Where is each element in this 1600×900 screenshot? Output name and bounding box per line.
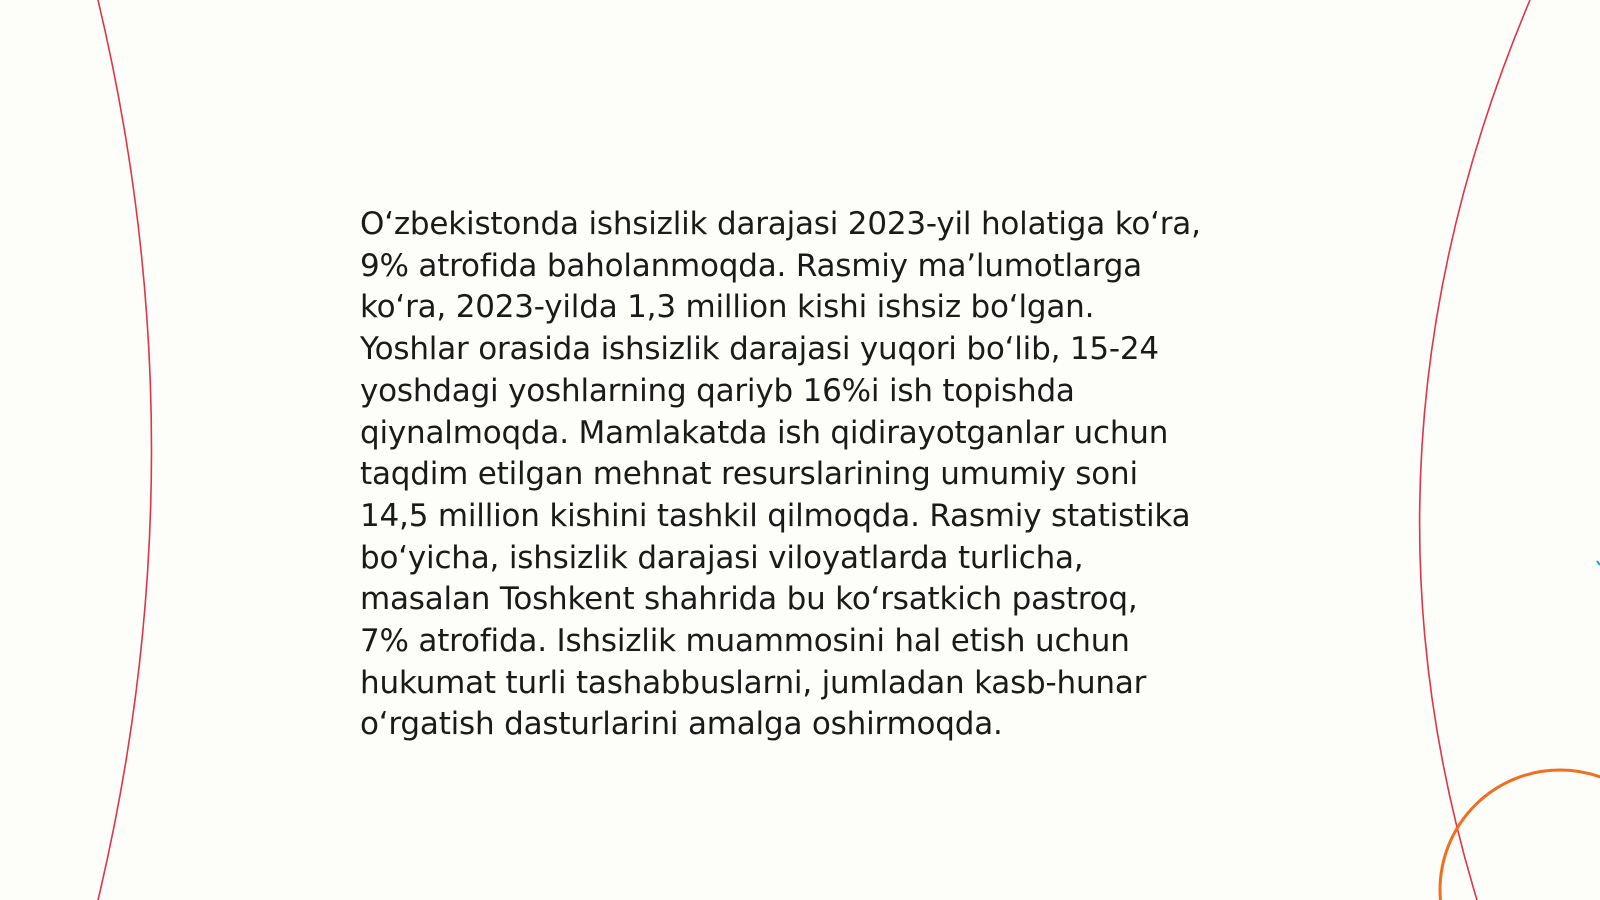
- right-arc: [1420, 0, 1530, 900]
- body-paragraph: Oʻzbekistonda ishsizlik darajasi 2023-yil holatiga koʻra, 9% atrofida baholanmoqda. Rasmiy maʼlumotlarga koʻra, 2023-yilda 1,3 million kishi ishsiz boʻlgan. Yoshlar orasida ishsizlik darajasi yuqori boʻlib, 15-24 yoshdagi yoshlarning qariyb 16%i ish topishda qiynalmoqda. Mamlakatda ish qidirayotganlar uchun taqdim etilgan mehnat resurslarining umumiy soni 14,5 million kishini tashkil qilmoqda. Rasmiy statistika boʻyicha, ishsizlik darajasi viloyatlarda turlicha, masalan Toshkent shahrida bu koʻrsatkich pastroq, 7% atrofida. Ishsizlik muammosini hal etish uchun hukumat turli tashabbuslarni, jumladan kasb-hunar oʻrgatish dasturlarini amalga oshirmoqda.: [360, 206, 1201, 743]
- orange-circle: [1440, 770, 1600, 900]
- left-arc: [98, 0, 152, 900]
